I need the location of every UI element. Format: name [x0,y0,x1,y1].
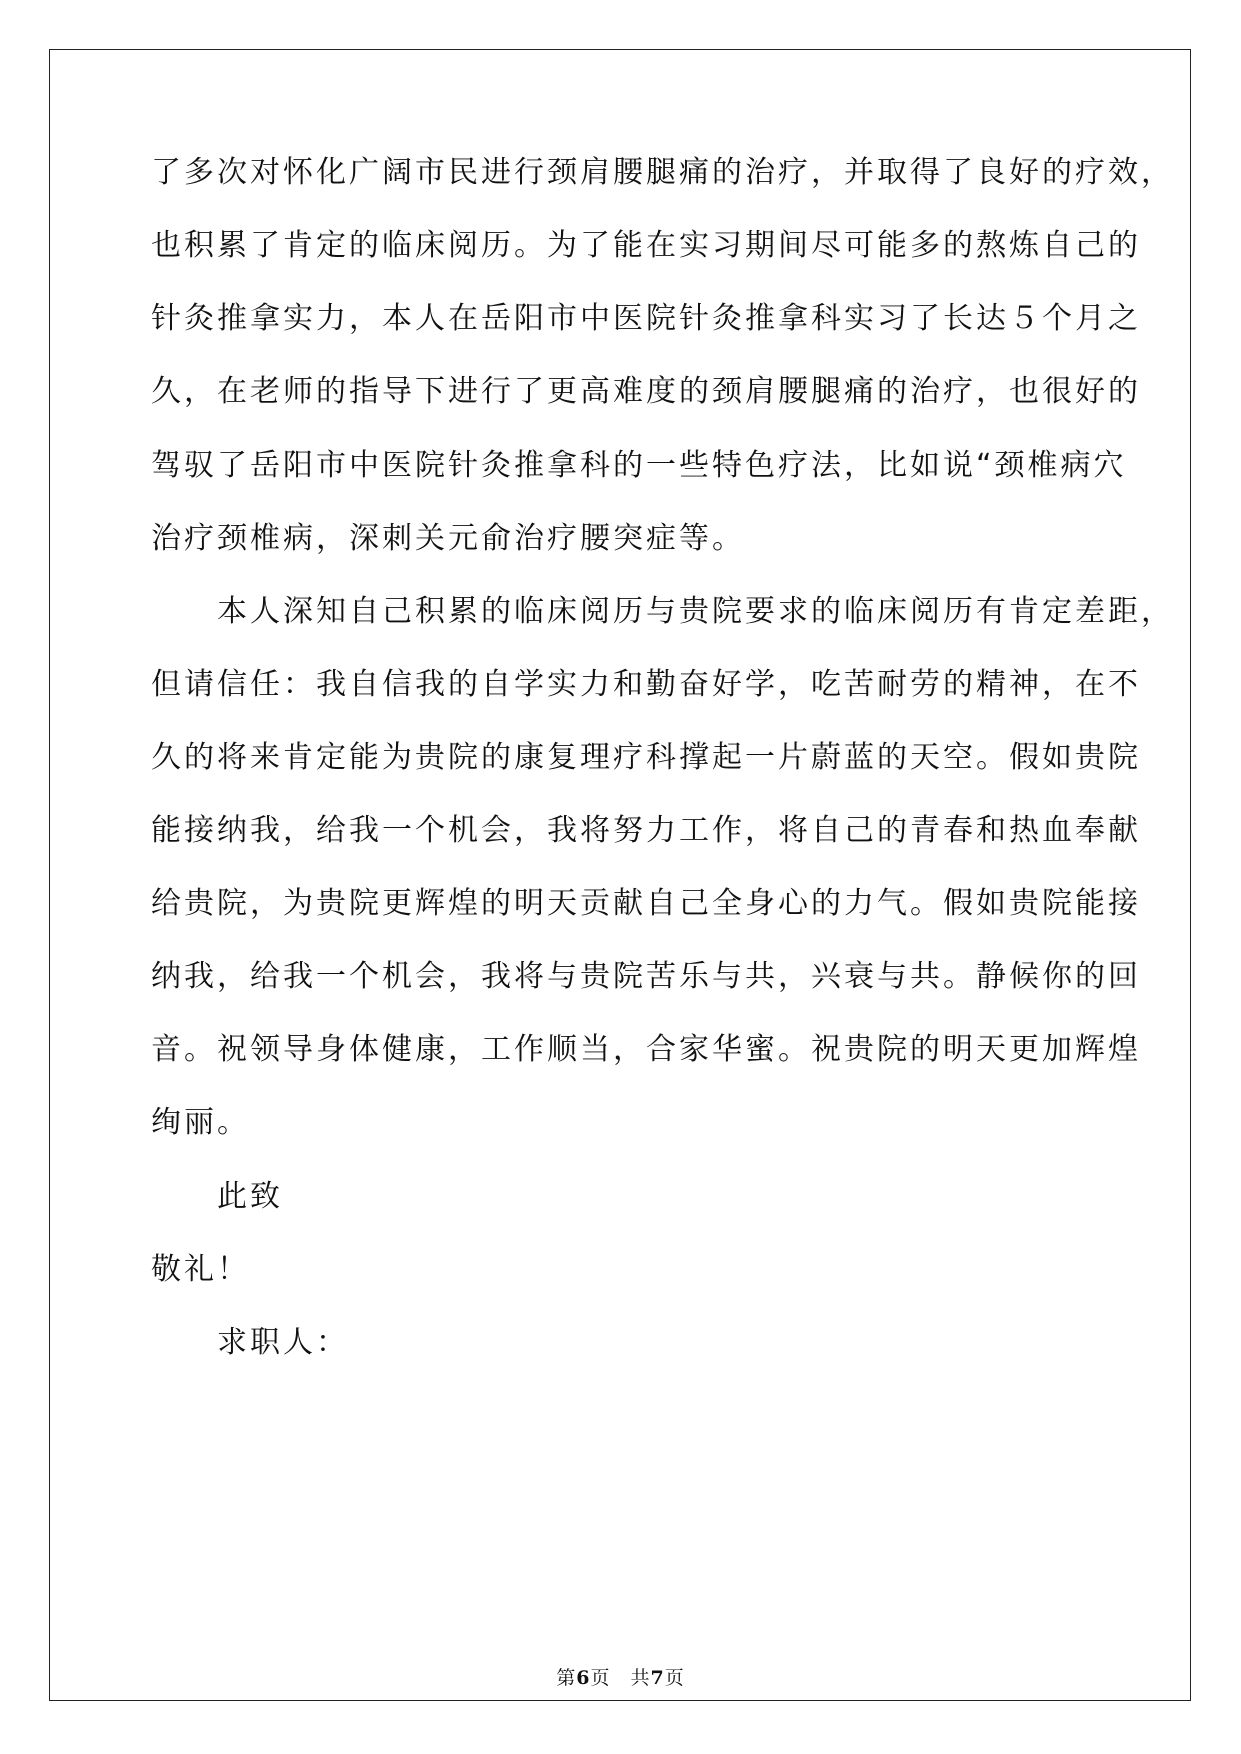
text-line: 了多次对怀化广阔市民进行颈肩腰腿痛的治疗，并取得了良好的疗效， [151,155,1174,190]
text-line: 久的将来肯定能为贵院的康复理疗科撑起一片蔚蓝的天空。假如贵院 [151,740,1141,775]
text-line: 音。祝领导身体健康，工作顺当，合家华蜜。祝贵院的明天更加辉煌 [151,1032,1141,1067]
page-footer [0,1663,1241,1690]
text-line: 给贵院，为贵院更辉煌的明天贡献自己全身心的力气。假如贵院能接 [151,886,1141,921]
text-line: 驾驭了岳阳市中医院针灸推拿科的一些特色疗法，比如说“颈椎病穴 [151,448,1127,483]
text-line: 能接纳我，给我一个机会，我将努力工作，将自己的青春和热血奉献 [151,813,1141,848]
current-page-number: 6 [576,1667,591,1689]
footer-suffix: 页 [664,1667,685,1689]
text-line: 也积累了肯定的临床阅历。为了能在实习期间尽可能多的熬炼自己的 [151,228,1141,263]
text-line: 治疗颈椎病，深刺关元俞治疗腰突症等。 [151,521,745,556]
page-border [49,49,1191,1701]
closing-regards: 敬礼！ [151,1252,250,1287]
footer-mid: 页 共 [590,1667,651,1689]
text-line: 但请信任：我自信我的自学实力和勤奋好学，吃苦耐劳的精神，在不 [151,667,1141,702]
footer-prefix: 第 [556,1667,577,1689]
closing-salutation: 此致 [151,1179,283,1214]
total-pages-number: 7 [650,1667,665,1689]
text-line: 本人深知自己积累的临床阅历与贵院要求的临床阅历有肯定差距， [151,594,1174,629]
text-line: 针灸推拿实力，本人在岳阳市中医院针灸推拿科实习了长达５个月之 [151,301,1141,336]
text-line: 久，在老师的指导下进行了更高难度的颈肩腰腿痛的治疗，也很好的 [151,374,1141,409]
text-line: 绚丽。 [151,1105,250,1140]
text-line: 纳我，给我一个机会，我将与贵院苦乐与共，兴衰与共。静候你的回 [151,959,1141,994]
signature-label: 求职人： [151,1325,349,1360]
